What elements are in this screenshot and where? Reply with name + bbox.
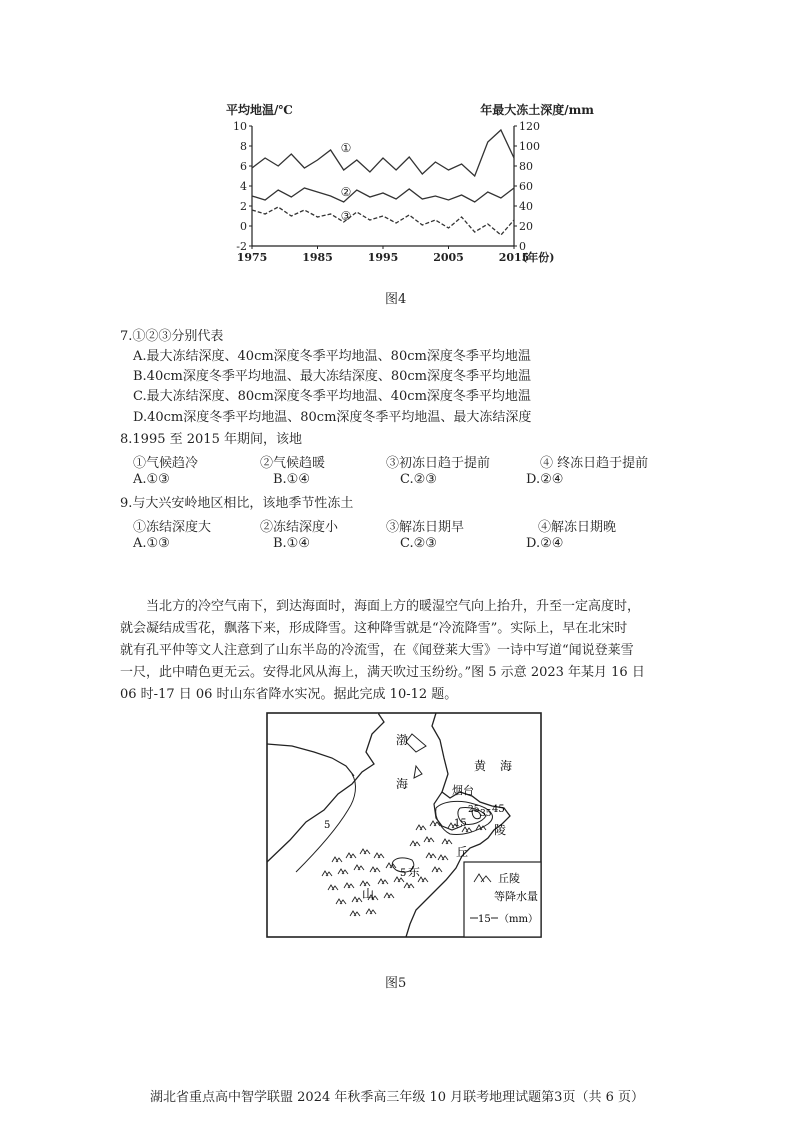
right-tick-label: 0 (519, 240, 526, 253)
x-tick-label: 2005 (433, 251, 464, 264)
right-tick-label: 60 (519, 180, 533, 193)
question-7-option-a: A.最大冻结深度、40cm深度冬季平均地温、80cm深度冬季平均地温 (133, 349, 531, 364)
question-8-choice-b: B.①④ (273, 472, 310, 487)
question-8-stem: 8.1995 至 2015 年期间，该地 (120, 432, 302, 447)
isoline-label-35: 35 (480, 809, 492, 819)
figure-5-map (266, 712, 542, 938)
right-tick-label: 80 (519, 160, 533, 173)
question-7-option-d: D.40cm深度冬季平均地温、80cm深度冬季平均地温、最大冻结深度 (133, 410, 532, 425)
right-tick-label: 120 (519, 120, 540, 133)
figure-4-chart (222, 96, 602, 276)
isoline-label-5a: 5 (324, 820, 331, 831)
legend-isoline-value: 15 (478, 914, 491, 925)
legend-isoline-label: 等降水量 (494, 890, 538, 903)
right-axis-title: 年最大冻土深度/mm (480, 103, 594, 117)
series-line-3 (252, 207, 514, 235)
series-label-2: ② (340, 185, 352, 199)
x-tick-label: 1995 (367, 251, 399, 264)
label-huanghai-1: 黄 (474, 759, 487, 773)
series-line-2 (252, 188, 514, 202)
left-tick-label: 10 (233, 120, 247, 133)
passage-line: 就有孔平仲等文人注意到了山东半岛的冷流雪，在《闻登莱大雪》一诗中写道“闻说登莱雪 (120, 643, 634, 658)
series-line-1 (252, 130, 514, 176)
isoline-label-5b: 5 (400, 868, 407, 879)
label-shan: 山 (362, 887, 375, 901)
x-tick-label: 1985 (302, 251, 333, 264)
label-huanghai-2: 海 (500, 759, 513, 773)
question-9-item-1: ①冻结深度大 (133, 520, 212, 535)
question-9-choice-d: D.②④ (526, 536, 564, 551)
question-8-item-2: ②气候趋暖 (260, 456, 326, 471)
question-9-item-3: ③解冻日期早 (386, 520, 465, 535)
label-bohai-2: 海 (396, 777, 409, 791)
label-yantai: 烟台 (452, 784, 474, 797)
label-bohai-1: 渤 (396, 733, 409, 747)
question-8-choice-a: A.①③ (133, 472, 170, 487)
left-tick-label: -2 (236, 240, 247, 253)
isoline-label-45: 45 (492, 804, 505, 815)
right-tick-label: 40 (519, 200, 533, 213)
left-tick-label: 8 (240, 140, 247, 153)
left-tick-label: 2 (240, 200, 247, 213)
left-tick-label: 0 (240, 220, 247, 233)
right-tick-label: 100 (519, 140, 540, 153)
figure-5-caption: 图5 (385, 976, 407, 991)
series-label-3: ③ (340, 209, 352, 223)
x-axis-title: (年份) (522, 251, 555, 264)
right-tick-label: 20 (519, 220, 533, 233)
left-axis-title: 平均地温/℃ (226, 103, 293, 117)
label-dong: 东 (408, 865, 421, 879)
passage-line: 06 时-17 日 06 时山东省降水实况。据此完成 10-12 题。 (120, 687, 458, 702)
plot-area (233, 120, 554, 264)
left-tick-label: 4 (240, 180, 247, 193)
legend-hills-label: 丘陵 (498, 872, 520, 885)
passage (120, 596, 700, 706)
legend-unit: （mm） (499, 914, 538, 925)
series-label-1: ① (340, 141, 352, 155)
question-8-item-1: ①气候趋冷 (133, 456, 199, 471)
question-7-option-c: C.最大冻结深度、80cm深度冬季平均地温、40cm深度冬季平均地温 (133, 389, 531, 404)
question-9-choice-b: B.①④ (273, 536, 310, 551)
question-9-choice-c: C.②③ (400, 536, 437, 551)
passage-line: 当北方的冷空气南下，到达海面时，海面上方的暖湿空气向上抬升，升至一定高度时， (146, 599, 641, 614)
isoline-label-25: 25 (468, 805, 480, 815)
question-9-item-4: ④解冻日期晚 (538, 520, 617, 535)
question-9-choice-a: A.①③ (133, 536, 170, 551)
question-8-item-4: ④ 终冻日趋于提前 (540, 456, 649, 471)
passage-line: 一尺，此中晴色更无云。安得北风从海上，满天吹过玉纷纷。”图 5 示意 2023 年某月 16 日 (120, 665, 645, 680)
question-8-choice-c: C.②③ (400, 472, 437, 487)
isoline-label-15: 15 (454, 818, 467, 829)
passage-line: 就会凝结成雪花，飘落下来，形成降雪。这种降雪就是“冷流降雪”。实际上，早在北宋时 (120, 621, 628, 636)
left-tick-label: 6 (240, 160, 247, 173)
label-qiu: 丘 (456, 845, 469, 859)
question-8-choice-d: D.②④ (526, 472, 564, 487)
figure-4-caption: 图4 (385, 292, 407, 307)
page-footer: 湖北省重点高中智学联盟 2024 年秋季高三年级 10 月联考地理试题第3页（共 6 页） (150, 1090, 644, 1105)
x-tick-label: 2015 (498, 251, 530, 264)
question-9-stem: 9.与大兴安岭地区相比，该地季节性冻土 (120, 496, 354, 511)
question-8-item-3: ③初冻日趋于提前 (386, 456, 491, 471)
label-ling: 陵 (494, 823, 507, 837)
question-7-option-b: B.40cm深度冬季平均地温、最大冻结深度、80cm深度冬季平均地温 (133, 369, 531, 384)
x-tick-label: 1975 (236, 251, 268, 264)
question-9-item-2: ②冻结深度小 (260, 520, 339, 535)
question-7-stem: 7.①②③分别代表 (120, 329, 224, 344)
